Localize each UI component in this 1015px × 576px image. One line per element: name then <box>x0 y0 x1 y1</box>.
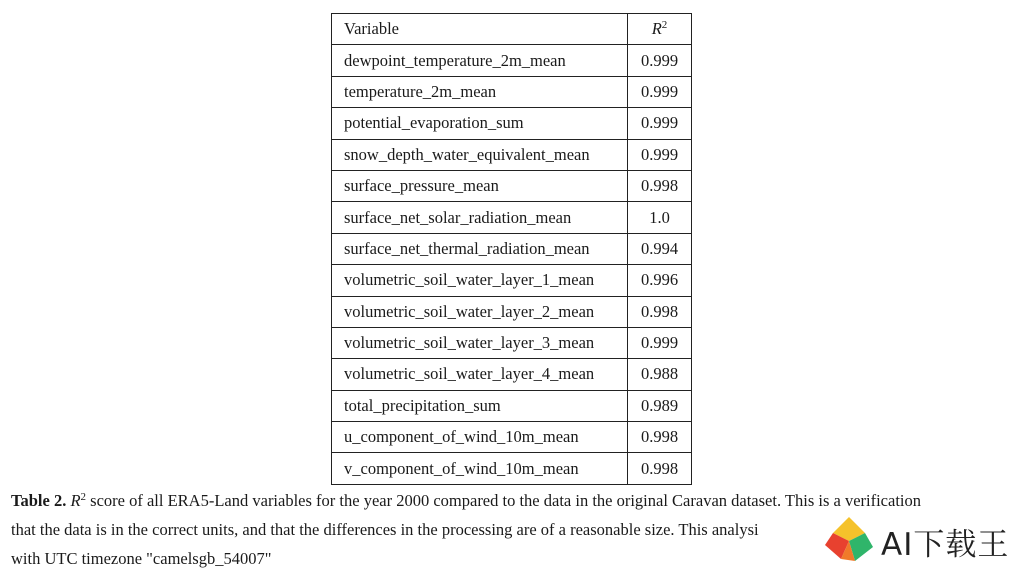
variable-cell: temperature_2m_mean <box>332 76 628 107</box>
variable-cell: dewpoint_temperature_2m_mean <box>332 45 628 76</box>
variable-cell: surface_net_thermal_radiation_mean <box>332 233 628 264</box>
r2-value-cell: 0.999 <box>628 108 692 139</box>
table-row <box>332 422 692 453</box>
header-r-symbol: R <box>651 19 662 39</box>
r2-value-cell: 0.999 <box>628 327 692 358</box>
table-row <box>332 202 692 233</box>
table-row <box>332 296 692 327</box>
caption-r2 <box>70 491 86 510</box>
caption-line-2: that the data is in the correct units, and that the differences in the processing are of a reasonable size. This analysi <box>11 520 759 539</box>
table-header-row <box>332 14 692 45</box>
r2-value-cell: 0.989 <box>628 390 692 421</box>
variable-cell: volumetric_soil_water_layer_3_mean <box>332 327 628 358</box>
table-row <box>332 390 692 421</box>
header-variable: Variable <box>332 14 628 45</box>
table-row <box>332 76 692 107</box>
r2-value-cell: 0.999 <box>628 76 692 107</box>
variable-cell: potential_evaporation_sum <box>332 108 628 139</box>
r2-value-cell: 0.998 <box>628 170 692 201</box>
r2-value-cell: 0.994 <box>628 233 692 264</box>
watermark-logo-icon <box>821 513 877 569</box>
table-row <box>332 359 692 390</box>
caption-r-symbol: R <box>70 491 81 510</box>
results-table <box>331 13 692 485</box>
r2-value-cell: 0.998 <box>628 422 692 453</box>
variable-cell: surface_net_solar_radiation_mean <box>332 202 628 233</box>
r2-value-cell: 0.988 <box>628 359 692 390</box>
caption-label: Table 2. <box>11 491 67 510</box>
variable-cell: v_component_of_wind_10m_mean <box>332 453 628 484</box>
table-row <box>332 45 692 76</box>
table-row <box>332 327 692 358</box>
table-body <box>332 45 692 484</box>
r2-value-cell: 0.998 <box>628 453 692 484</box>
watermark <box>821 510 1011 572</box>
r2-value-cell: 0.999 <box>628 45 692 76</box>
watermark-text: AI下载王 <box>881 526 1010 563</box>
caption-line-1-text: score of all ERA5-Land variables for the year 2000 compared to the data in the original Caravan dataset. This is a verification <box>86 491 921 510</box>
r2-value-cell: 0.998 <box>628 296 692 327</box>
r2-value-cell: 1.0 <box>628 202 692 233</box>
variable-cell: u_component_of_wind_10m_mean <box>332 422 628 453</box>
r2-value-cell: 0.999 <box>628 139 692 170</box>
variable-cell: surface_pressure_mean <box>332 170 628 201</box>
caption-r-exponent: 2 <box>80 491 87 503</box>
variable-cell: total_precipitation_sum <box>332 390 628 421</box>
table-row <box>332 108 692 139</box>
header-r-exponent: 2 <box>661 19 668 32</box>
table-row <box>332 453 692 484</box>
r2-value-cell: 0.996 <box>628 265 692 296</box>
variable-cell: volumetric_soil_water_layer_4_mean <box>332 359 628 390</box>
caption-line-3: with UTC timezone "camelsgb_54007" <box>11 549 272 568</box>
variable-cell: volumetric_soil_water_layer_1_mean <box>332 265 628 296</box>
table-row <box>332 265 692 296</box>
table-row <box>332 170 692 201</box>
header-r2 <box>628 14 692 45</box>
table-row <box>332 139 692 170</box>
table-row <box>332 233 692 264</box>
variable-cell: snow_depth_water_equivalent_mean <box>332 139 628 170</box>
variable-cell: volumetric_soil_water_layer_2_mean <box>332 296 628 327</box>
